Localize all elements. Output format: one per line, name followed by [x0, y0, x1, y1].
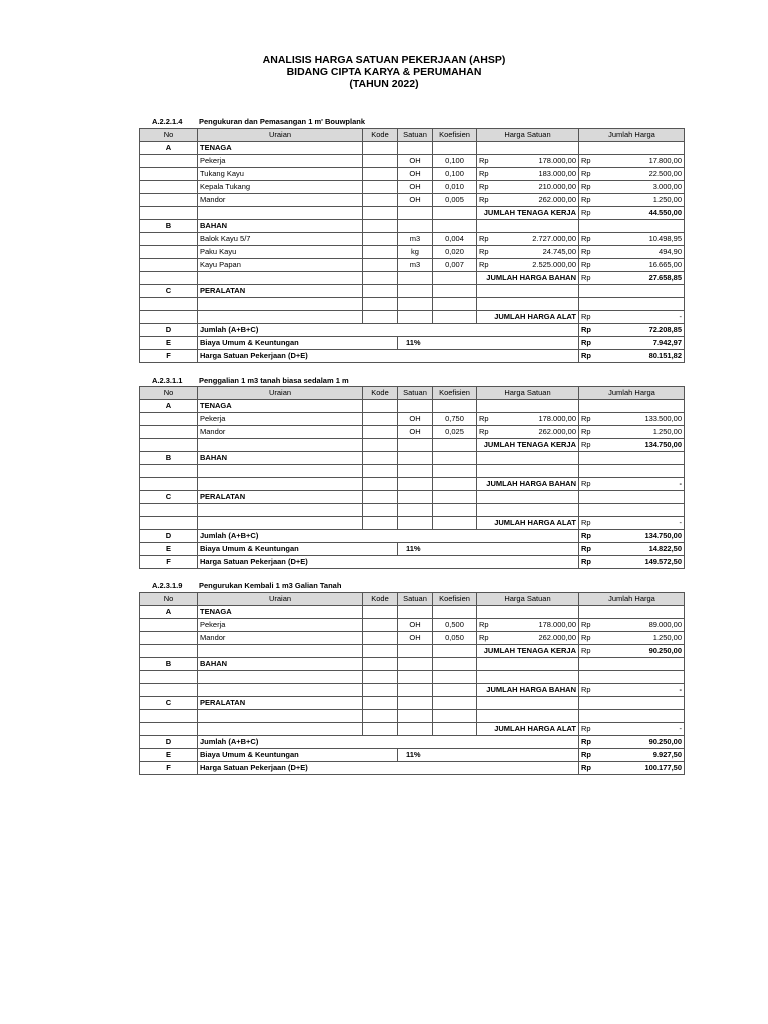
price-cell — [477, 168, 579, 181]
table-row — [140, 671, 685, 684]
item-coef: 0,020 — [433, 246, 477, 259]
price-value: 1.250,00 — [652, 427, 682, 436]
col-kode-header: Kode — [363, 593, 398, 606]
price-value: 494,90 — [659, 247, 682, 256]
price-cell — [579, 350, 685, 363]
price-cell — [579, 439, 685, 452]
table-row — [140, 517, 685, 530]
rp-label: Rp — [479, 195, 489, 204]
group-d: D — [140, 324, 198, 337]
table-row — [140, 155, 685, 168]
price-cell — [579, 684, 685, 697]
group-bahan-label: BAHAN — [198, 658, 363, 671]
d-label: Jumlah (A+B+C) — [198, 530, 579, 543]
price-cell — [579, 311, 685, 324]
item-coef: 0,010 — [433, 181, 477, 194]
price-value: 262.000,00 — [538, 633, 576, 642]
section-code: A.2.2.1.4 — [152, 117, 183, 126]
item-unit: m3 — [398, 259, 433, 272]
price-cell — [579, 762, 685, 775]
table-row — [140, 697, 685, 710]
group-b: B — [140, 220, 198, 233]
item-name: Kayu Papan — [198, 259, 363, 272]
table-row — [140, 658, 685, 671]
rp-label: Rp — [581, 685, 591, 694]
price-value: 1.250,00 — [652, 633, 682, 642]
col-jumlah-header: Jumlah Harga — [579, 129, 685, 142]
ahsp-table — [139, 592, 685, 775]
item-coef: 0,100 — [433, 168, 477, 181]
item-name: Pekerja — [198, 619, 363, 632]
item-coef: 0,050 — [433, 632, 477, 645]
f-label: Harga Satuan Pekerjaan (D+E) — [198, 556, 579, 569]
table-row — [140, 285, 685, 298]
table-row — [140, 606, 685, 619]
price-cell — [579, 413, 685, 426]
table-row — [140, 387, 685, 400]
group-bahan-label: BAHAN — [198, 452, 363, 465]
table-row — [140, 619, 685, 632]
price-cell — [579, 645, 685, 658]
col-kode-header: Kode — [363, 129, 398, 142]
doc-title-line3: (TAHUN 2022) — [349, 78, 419, 90]
price-value: 24.745,00 — [542, 247, 576, 256]
price-value: 178.000,00 — [538, 620, 576, 629]
price-cell — [579, 736, 685, 749]
price-cell — [579, 749, 685, 762]
rp-label: Rp — [479, 234, 489, 243]
price-value: - — [679, 685, 682, 694]
price-cell — [579, 517, 685, 530]
rp-label: Rp — [479, 169, 489, 178]
item-unit: OH — [398, 168, 433, 181]
rp-label: Rp — [581, 724, 591, 733]
group-peralatan-label: PERALATAN — [198, 697, 363, 710]
price-value: 27.658,85 — [648, 273, 682, 282]
item-unit: OH — [398, 181, 433, 194]
rp-label: Rp — [581, 427, 591, 436]
rp-label: Rp — [479, 156, 489, 165]
table-row — [140, 491, 685, 504]
item-name: Pekerja — [198, 413, 363, 426]
price-value: 1.250,00 — [652, 195, 682, 204]
rp-label: Rp — [581, 763, 591, 772]
rp-label: Rp — [479, 414, 489, 423]
item-name: Mandor — [198, 632, 363, 645]
section-title: Pengukuran dan Pemasangan 1 m' Bouwplank — [199, 117, 365, 126]
table-row — [140, 710, 685, 723]
jumlah-tenaga-label: JUMLAH TENAGA KERJA — [477, 645, 579, 658]
rp-label: Rp — [581, 325, 591, 334]
ahsp-table — [139, 386, 685, 569]
price-value: 262.000,00 — [538, 195, 576, 204]
price-value: - — [679, 724, 682, 733]
rp-label: Rp — [581, 169, 591, 178]
rp-label: Rp — [581, 479, 591, 488]
item-name: Pekerja — [198, 155, 363, 168]
jumlah-tenaga-label: JUMLAH TENAGA KERJA — [477, 439, 579, 452]
e-label: Biaya Umum & Keuntungan — [198, 749, 398, 762]
table-row — [140, 350, 685, 363]
col-koefisien-header: Koefisien — [433, 387, 477, 400]
group-bahan-label: BAHAN — [198, 220, 363, 233]
price-value: 80.151,82 — [648, 351, 682, 360]
group-e: E — [140, 749, 198, 762]
price-cell — [579, 556, 685, 569]
ahsp-table — [139, 128, 685, 363]
jumlah-bahan-label: JUMLAH HARGA BAHAN — [477, 684, 579, 697]
col-harga-header: Harga Satuan — [477, 387, 579, 400]
table-row — [140, 311, 685, 324]
col-koefisien-header: Koefisien — [433, 593, 477, 606]
e-percent: 11% — [398, 543, 579, 556]
table-row — [140, 168, 685, 181]
rp-label: Rp — [581, 414, 591, 423]
price-cell — [579, 478, 685, 491]
section-code: A.2.3.1.1 — [152, 376, 183, 385]
col-satuan-header: Satuan — [398, 129, 433, 142]
table-row — [140, 220, 685, 233]
price-value: 2.525.000,00 — [532, 260, 576, 269]
item-unit: m3 — [398, 233, 433, 246]
rp-label: Rp — [581, 247, 591, 256]
table-row — [140, 736, 685, 749]
price-cell — [579, 207, 685, 220]
item-unit: OH — [398, 413, 433, 426]
table-row — [140, 762, 685, 775]
price-cell — [579, 530, 685, 543]
col-satuan-header: Satuan — [398, 387, 433, 400]
price-cell — [579, 324, 685, 337]
rp-label: Rp — [479, 260, 489, 269]
item-coef: 0,004 — [433, 233, 477, 246]
table-row — [140, 556, 685, 569]
price-value: 2.727.000,00 — [532, 234, 576, 243]
table-row — [140, 181, 685, 194]
group-e: E — [140, 543, 198, 556]
price-cell — [579, 168, 685, 181]
price-value b: 134.750,00 — [644, 440, 682, 449]
table-row — [140, 246, 685, 259]
table-row — [140, 504, 685, 517]
rp-label: Rp — [581, 737, 591, 746]
table-row — [140, 324, 685, 337]
group-f: F — [140, 556, 198, 569]
price-value: 134.750,00 — [644, 531, 682, 540]
price-cell — [579, 723, 685, 736]
item-name: Balok Kayu 5/7 — [198, 233, 363, 246]
item-coef: 0,500 — [433, 619, 477, 632]
rp-label: Rp — [479, 182, 489, 191]
item-name: Tukang Kayu — [198, 168, 363, 181]
e-label: Biaya Umum & Keuntungan — [198, 337, 398, 350]
price-cell — [579, 233, 685, 246]
col-jumlah-header: Jumlah Harga — [579, 387, 685, 400]
price-value: 262.000,00 — [538, 427, 576, 436]
e-percent: 11% — [398, 337, 579, 350]
col-uraian-header: Uraian — [198, 129, 363, 142]
price-cell — [579, 194, 685, 207]
table-row — [140, 478, 685, 491]
table-row — [140, 426, 685, 439]
group-tenaga-label: TENAGA — [198, 606, 363, 619]
rp-label: Rp — [479, 633, 489, 642]
doc-title-line1: ANALISIS HARGA SATUAN PEKERJAAN (AHSP) — [262, 54, 506, 66]
col-satuan-header: Satuan — [398, 593, 433, 606]
group-f: F — [140, 762, 198, 775]
rp-label: Rp — [581, 182, 591, 191]
rp-label: Rp — [581, 440, 591, 449]
section-code: A.2.3.1.9 — [152, 581, 183, 590]
price-cell — [579, 619, 685, 632]
table-row — [140, 465, 685, 478]
price-value: 22.500,00 — [648, 169, 682, 178]
group-peralatan-label: PERALATAN — [198, 491, 363, 504]
table-row — [140, 142, 685, 155]
item-coef: 0,750 — [433, 413, 477, 426]
table-row — [140, 452, 685, 465]
table-row — [140, 632, 685, 645]
table-row — [140, 129, 685, 142]
price-value: 9.927,50 — [652, 750, 682, 759]
table-row — [140, 298, 685, 311]
table-row — [140, 749, 685, 762]
price-value: 10.498,95 — [648, 234, 682, 243]
group-d: D — [140, 530, 198, 543]
col-kode-header: Kode — [363, 387, 398, 400]
section-title: Pengurukan Kembali 1 m3 Galian Tanah — [199, 581, 342, 590]
rp-label: Rp — [581, 156, 591, 165]
price-cell — [477, 194, 579, 207]
item-coef: 0,100 — [433, 155, 477, 168]
rp-label: Rp — [581, 338, 591, 347]
price-cell — [477, 632, 579, 645]
price-cell — [477, 413, 579, 426]
group-a: A — [140, 606, 198, 619]
group-c: C — [140, 697, 198, 710]
price-cell — [477, 619, 579, 632]
col-koefisien-header: Koefisien — [433, 129, 477, 142]
price-value: 72.208,85 — [648, 325, 682, 334]
f-label: Harga Satuan Pekerjaan (D+E) — [198, 350, 579, 363]
group-c: C — [140, 285, 198, 298]
rp-label: Rp — [581, 312, 591, 321]
item-unit: OH — [398, 426, 433, 439]
rp-label: Rp — [581, 208, 591, 217]
price-value: - — [679, 312, 682, 321]
section-title: Penggalian 1 m3 tanah biasa sedalam 1 m — [199, 376, 349, 385]
item-unit: OH — [398, 194, 433, 207]
price-cell — [579, 246, 685, 259]
table-row — [140, 207, 685, 220]
group-tenaga-label: TENAGA — [198, 142, 363, 155]
price-value: 16.665,00 — [648, 260, 682, 269]
table-row — [140, 543, 685, 556]
group-tenaga-label: TENAGA — [198, 400, 363, 413]
table-row — [140, 337, 685, 350]
rp-label: Rp — [581, 620, 591, 629]
group-a: A — [140, 400, 198, 413]
rp-label: Rp — [581, 633, 591, 642]
table-row — [140, 194, 685, 207]
rp-label: Rp — [581, 518, 591, 527]
group-b: B — [140, 658, 198, 671]
table-row — [140, 684, 685, 697]
price-cell — [477, 155, 579, 168]
price-cell — [579, 337, 685, 350]
group-a: A — [140, 142, 198, 155]
table-row — [140, 645, 685, 658]
price-value: 3.000,00 — [652, 182, 682, 191]
table-row — [140, 272, 685, 285]
table-row — [140, 723, 685, 736]
price-cell — [477, 246, 579, 259]
price-cell — [579, 155, 685, 168]
group-b: B — [140, 452, 198, 465]
item-name: Paku Kayu — [198, 246, 363, 259]
price-value: 7.942,97 — [652, 338, 682, 347]
group-f: F — [140, 350, 198, 363]
item-unit: kg — [398, 246, 433, 259]
f-label: Harga Satuan Pekerjaan (D+E) — [198, 762, 579, 775]
col-no-header: No — [140, 593, 198, 606]
price-cell — [579, 543, 685, 556]
price-value: 17.800,00 — [648, 156, 682, 165]
price-cell — [579, 632, 685, 645]
price-cell — [477, 233, 579, 246]
rp-label: Rp — [581, 544, 591, 553]
group-c: C — [140, 491, 198, 504]
item-unit: OH — [398, 632, 433, 645]
jumlah-bahan-label: JUMLAH HARGA BAHAN — [477, 478, 579, 491]
price-value: 90.250,00 — [648, 737, 682, 746]
price-cell — [477, 426, 579, 439]
col-uraian-header: Uraian — [198, 593, 363, 606]
rp-label: Rp — [581, 557, 591, 566]
col-no-header: No — [140, 129, 198, 142]
doc-title-line2: BIDANG CIPTA KARYA & PERUMAHAN — [286, 66, 482, 78]
d-label: Jumlah (A+B+C) — [198, 736, 579, 749]
price-cell — [477, 259, 579, 272]
jumlah-bahan-label: JUMLAH HARGA BAHAN — [477, 272, 579, 285]
table-row — [140, 530, 685, 543]
jumlah-alat-label: JUMLAH HARGA ALAT — [477, 311, 579, 324]
item-name: Mandor — [198, 426, 363, 439]
jumlah-tenaga-label: JUMLAH TENAGA KERJA — [477, 207, 579, 220]
d-label: Jumlah (A+B+C) — [198, 324, 579, 337]
price-cell — [579, 426, 685, 439]
price-value: 183.000,00 — [538, 169, 576, 178]
jumlah-alat-label: JUMLAH HARGA ALAT — [477, 517, 579, 530]
rp-label: Rp — [479, 620, 489, 629]
item-coef: 0,005 — [433, 194, 477, 207]
table-row — [140, 413, 685, 426]
rp-label: Rp — [581, 531, 591, 540]
col-harga-header: Harga Satuan — [477, 129, 579, 142]
item-name: Mandor — [198, 194, 363, 207]
table-row — [140, 439, 685, 452]
price-cell — [579, 272, 685, 285]
table-row — [140, 259, 685, 272]
col-uraian-header: Uraian — [198, 387, 363, 400]
price-value b: 44.550,00 — [648, 208, 682, 217]
item-coef: 0,007 — [433, 259, 477, 272]
group-peralatan-label: PERALATAN — [198, 285, 363, 298]
item-name: Kepala Tukang — [198, 181, 363, 194]
price-value: 149.572,50 — [644, 557, 682, 566]
rp-label: Rp — [581, 273, 591, 282]
col-no-header: No — [140, 387, 198, 400]
rp-label: Rp — [581, 260, 591, 269]
price-value: 178.000,00 — [538, 156, 576, 165]
price-value: 100.177,50 — [644, 763, 682, 772]
price-value b: 90.250,00 — [648, 646, 682, 655]
rp-label: Rp — [581, 195, 591, 204]
table-row — [140, 593, 685, 606]
group-d: D — [140, 736, 198, 749]
rp-label: Rp — [581, 750, 591, 759]
jumlah-alat-label: JUMLAH HARGA ALAT — [477, 723, 579, 736]
price-value: - — [679, 518, 682, 527]
table-row — [140, 233, 685, 246]
group-e: E — [140, 337, 198, 350]
item-unit: OH — [398, 619, 433, 632]
rp-label: Rp — [581, 234, 591, 243]
price-value: 89.000,00 — [648, 620, 682, 629]
e-label: Biaya Umum & Keuntungan — [198, 543, 398, 556]
price-cell — [477, 181, 579, 194]
rp-label: Rp — [479, 247, 489, 256]
price-value: - — [679, 479, 682, 488]
table-row — [140, 400, 685, 413]
price-cell — [579, 181, 685, 194]
price-cell — [579, 259, 685, 272]
rp-label: Rp — [479, 427, 489, 436]
price-value: 178.000,00 — [538, 414, 576, 423]
item-unit: OH — [398, 155, 433, 168]
rp-label: Rp — [581, 646, 591, 655]
col-harga-header: Harga Satuan — [477, 593, 579, 606]
price-value: 210.000,00 — [538, 182, 576, 191]
price-value: 14.822,50 — [648, 544, 682, 553]
col-jumlah-header: Jumlah Harga — [579, 593, 685, 606]
price-value: 133.500,00 — [644, 414, 682, 423]
rp-label: Rp — [581, 351, 591, 360]
item-coef: 0,025 — [433, 426, 477, 439]
e-percent: 11% — [398, 749, 579, 762]
